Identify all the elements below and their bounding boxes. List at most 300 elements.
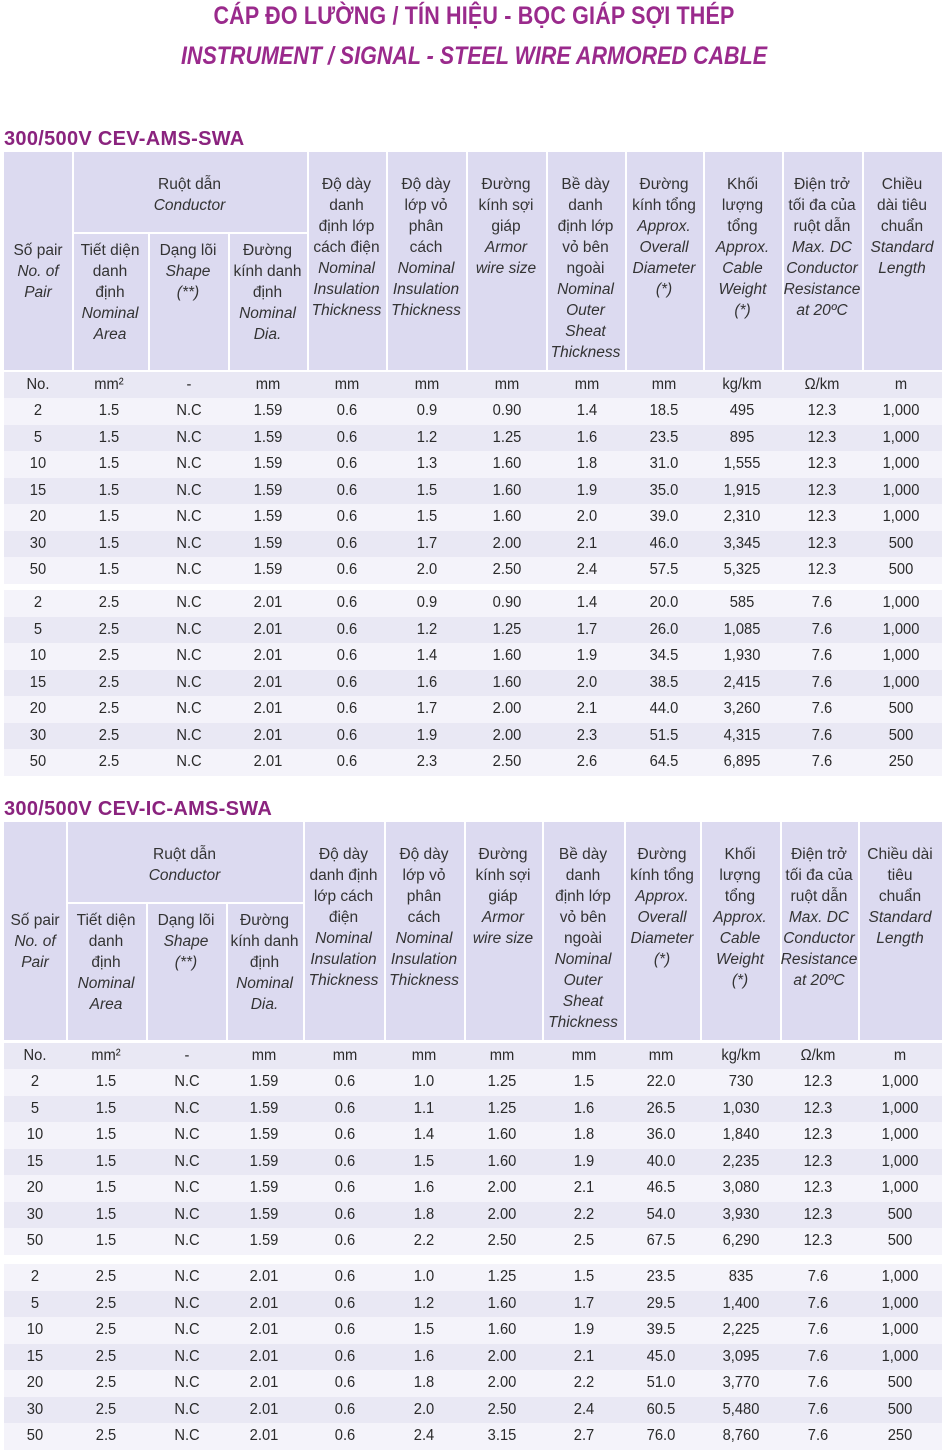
table-cell: 2.6 (576, 753, 598, 770)
table-cell: 1.2 (416, 620, 438, 638)
table-row (4, 1423, 942, 1450)
table-cell: 1.8 (413, 1205, 435, 1223)
units-row (4, 1043, 942, 1070)
table-cell: N.C (176, 534, 202, 552)
table-cell: 1.7 (416, 700, 438, 717)
table-cell: 2.0 (576, 673, 598, 691)
table-cell: 39.0 (649, 508, 679, 525)
table-cell: 12.3 (807, 534, 837, 552)
table-cell: 3,930 (722, 1205, 760, 1223)
table-cell: 0.6 (334, 1099, 356, 1117)
table-cell: 1,000 (881, 1099, 919, 1117)
header-col-9: Khối lượng tổng Approx. Cable Weight (*) (715, 176, 770, 319)
table-cell: 12.3 (807, 428, 837, 446)
table-cell: 7.6 (811, 726, 833, 744)
header-col-2: Dạng lõi Shape (**) (159, 242, 217, 301)
section-title: 300/500V CEV-IC-AMS-SWA (4, 798, 273, 820)
table-cell: 15 (26, 1152, 44, 1170)
table-row (4, 1096, 942, 1123)
table-cell: N.C (176, 455, 202, 472)
table-cell: 2.01 (249, 1268, 279, 1285)
table-cell: 1.5 (98, 455, 120, 472)
table-cell: 1,555 (723, 455, 761, 472)
table-cell: 2.01 (253, 647, 283, 664)
table-cell: 2.5 (98, 753, 120, 770)
table-cell: 1.7 (576, 620, 598, 638)
table-cell: 1.5 (98, 561, 120, 578)
table-row (4, 1228, 942, 1255)
table-cell: 10 (29, 455, 47, 472)
table-cell: 12.3 (803, 1152, 833, 1170)
table-row (4, 557, 942, 584)
table-cell: 1,030 (722, 1099, 760, 1117)
table-cell: 45.0 (646, 1347, 676, 1365)
table-cell: 1,000 (881, 1294, 919, 1312)
table-cell: N.C (174, 1099, 200, 1117)
table-cell: 2.50 (492, 753, 522, 770)
table-row (4, 451, 942, 478)
table-cell: N.C (174, 1152, 200, 1170)
table-cell: 2.00 (492, 700, 522, 717)
table-cell: 7.6 (811, 700, 833, 717)
table-cell: 12.3 (803, 1179, 833, 1196)
table-cell: 1.60 (487, 1294, 517, 1312)
table-cell: 1,000 (881, 1152, 919, 1170)
table-cell: 1.2 (413, 1294, 435, 1312)
table-cell: 3,345 (723, 534, 761, 552)
table-row (4, 531, 942, 558)
table-cell: 1,000 (882, 455, 920, 472)
table-cell: 0.6 (336, 455, 358, 472)
table-cell: 7.6 (807, 1268, 829, 1285)
header-col-11: Chiều dài tiêu chuẩn Standard Length (867, 846, 933, 947)
table-cell: 2,235 (722, 1152, 760, 1170)
table-cell: 1.59 (249, 1073, 279, 1090)
table-cell: 2.5 (95, 1400, 117, 1418)
table-cell: 2.1 (576, 700, 598, 717)
table-cell: 1.59 (249, 1126, 279, 1143)
table-cell: 30 (26, 1400, 44, 1418)
unit-cell: mm (334, 376, 360, 393)
header-conductor: Ruột dẫn Conductor (153, 176, 226, 214)
table-cell: 1,000 (881, 1347, 919, 1365)
table-cell: 34.5 (649, 647, 679, 664)
table-cell: 730 (728, 1073, 754, 1090)
table-cell: 0.6 (336, 594, 358, 611)
table-cell: 0.6 (334, 1400, 356, 1418)
table-cell: 12.3 (807, 561, 837, 578)
table-cell: 2.2 (573, 1205, 595, 1223)
table-cell: 64.5 (649, 753, 679, 770)
table-row (4, 590, 942, 617)
table-cell: 1.5 (413, 1152, 435, 1170)
header-col-3: Đường kính danh định Nominal Dia. (230, 912, 299, 1013)
table-cell: 2.01 (249, 1294, 279, 1312)
table-cell: 1.8 (413, 1374, 435, 1391)
table-cell: 7.6 (811, 620, 833, 638)
table-cell: 1,000 (881, 1126, 919, 1143)
table-row (4, 478, 942, 505)
table-cell: 1.1 (413, 1099, 435, 1117)
table-row (4, 1370, 942, 1397)
table-cell: 2.5 (98, 700, 120, 717)
table-cell: 500 (887, 1205, 913, 1223)
table-cell: 2.50 (487, 1400, 517, 1418)
header-col-10: Điện trở tối đa của ruột dẫn Max. DC Conductor Resistance at 20ºC (780, 846, 858, 989)
table-cell: 15 (29, 481, 47, 499)
table-cell: 10 (26, 1321, 44, 1338)
table-cell: 18.5 (649, 402, 679, 419)
table-cell: 1.60 (487, 1321, 517, 1338)
table-cell: 5,325 (723, 561, 761, 578)
table-cell: 67.5 (646, 1232, 676, 1249)
table-cell: 40.0 (646, 1152, 676, 1170)
table-cell: 0.6 (336, 753, 358, 770)
table-cell: 2.7 (573, 1427, 595, 1444)
table-cell: 1.60 (492, 673, 522, 691)
table-cell: 2.00 (487, 1205, 517, 1223)
table-cell: 1.5 (98, 481, 120, 499)
table-cell: 46.5 (646, 1179, 676, 1196)
table-cell: 8,760 (722, 1427, 760, 1444)
unit-cell: mm² (91, 1047, 121, 1064)
table-cell: 1.59 (253, 428, 283, 446)
unit-cell: kg/km (722, 376, 762, 393)
unit-cell: mm (489, 1047, 515, 1064)
unit-cell: mm (574, 376, 600, 393)
table-cell: 1,000 (881, 1268, 919, 1285)
table-cell: N.C (174, 1268, 200, 1285)
table-cell: 2.4 (576, 561, 598, 578)
table-cell: 57.5 (649, 561, 679, 578)
table-cell: 2.4 (573, 1400, 595, 1418)
table-cell: 1.59 (253, 561, 283, 578)
header-col-8: Đường kính tổng Approx. Overall Diameter (*) (632, 176, 696, 298)
header-col-7: Bề dày danh định lớp vỏ bên ngoài Nominal Outer Sheat Thickness (548, 846, 618, 1031)
table-cell: 2,415 (723, 673, 761, 691)
table-cell: 1.5 (95, 1126, 117, 1143)
table-cell: 500 (888, 700, 914, 717)
table-cell: N.C (176, 700, 202, 717)
table-cell: 1.5 (95, 1073, 117, 1090)
table-cell: 0.6 (336, 647, 358, 664)
table-row (4, 1069, 942, 1096)
unit-cell: - (184, 1047, 190, 1064)
table-cell: N.C (174, 1073, 200, 1090)
table-cell: 7.6 (811, 594, 833, 611)
table-cell: 895 (729, 428, 755, 446)
table-row (4, 1122, 942, 1149)
table-cell: 2.01 (249, 1400, 279, 1418)
table-cell: 1,085 (723, 620, 761, 638)
table-cell: N.C (174, 1374, 200, 1391)
table-cell: 1,000 (882, 594, 920, 611)
table-cell: 5,480 (722, 1400, 760, 1418)
table-cell: 30 (26, 1205, 44, 1223)
table-cell: 2.00 (492, 534, 522, 552)
table-cell: 1,000 (882, 402, 920, 419)
table-cell: 7.6 (807, 1400, 829, 1418)
table-cell: 2.50 (487, 1232, 517, 1249)
unit-cell: Ω/km (804, 376, 840, 393)
table-cell: 1.5 (95, 1232, 117, 1249)
header-col-5: Độ dày lớp vỏ phân cách Nominal Insulation Thickness (389, 846, 459, 989)
table-cell: N.C (174, 1294, 200, 1312)
table-cell: 1,915 (723, 481, 761, 499)
table-row (4, 1344, 942, 1371)
table-row (4, 617, 942, 644)
header-col-6: Đường kính sợi giáp Armor wire size (475, 176, 537, 277)
unit-cell: mm (251, 1047, 277, 1064)
conductor-divider (72, 232, 307, 234)
table-row (4, 425, 942, 452)
table-cell: 2.0 (416, 561, 438, 578)
table-cell: 6,290 (722, 1232, 760, 1249)
table-cell: 54.0 (646, 1205, 676, 1223)
table-row (4, 504, 942, 531)
table-cell: 10 (26, 1126, 44, 1143)
table-cell: 6,895 (723, 753, 761, 770)
table-cell: 2.5 (95, 1347, 117, 1365)
units-row (4, 372, 942, 399)
table-cell: 0.6 (336, 534, 358, 552)
table-cell: 585 (729, 594, 755, 611)
table-row (4, 1397, 942, 1424)
table-cell: 1.5 (95, 1179, 117, 1196)
table-cell: 22.0 (646, 1073, 676, 1090)
table-cell: 0.9 (416, 594, 438, 611)
table-cell: 23.5 (646, 1268, 676, 1285)
table-cell: 1.59 (249, 1205, 279, 1223)
table-row (4, 1317, 942, 1344)
table-cell: 1.59 (249, 1179, 279, 1196)
table-cell: 1.9 (416, 726, 438, 744)
table-cell: 7.6 (807, 1427, 829, 1444)
table-row (4, 1291, 942, 1318)
table-cell: 495 (729, 402, 755, 419)
table-cell: 39.5 (646, 1321, 676, 1338)
table-cell: 2.5 (95, 1321, 117, 1338)
table-cell: 0.6 (334, 1374, 356, 1391)
table-cell: 2.1 (576, 534, 598, 552)
table-cell: N.C (176, 673, 202, 691)
table-cell: 1.9 (573, 1152, 595, 1170)
table-cell: 46.0 (649, 534, 679, 552)
unit-cell: mm (648, 1047, 674, 1064)
header-col-2: Dạng lõi Shape (**) (157, 912, 215, 971)
table-cell: 500 (888, 534, 914, 552)
table-cell: 1.5 (98, 402, 120, 419)
table-cell: 1,000 (882, 508, 920, 525)
table-cell: 20.0 (649, 594, 679, 611)
table-cell: 51.0 (646, 1374, 676, 1391)
table-cell: N.C (176, 753, 202, 770)
unit-cell: Ω/km (800, 1047, 836, 1064)
unit-cell: mm (332, 1047, 358, 1064)
table-cell: 1.9 (576, 647, 598, 664)
table-cell: 1.60 (492, 647, 522, 664)
unit-cell: mm (651, 376, 677, 393)
table-cell: 1.6 (576, 428, 598, 446)
header-col-4: Độ dày danh định lớp cách điện Nominal Insulation Thickness (311, 176, 382, 319)
table-cell: 1.5 (573, 1073, 595, 1090)
table-cell: 38.5 (649, 673, 679, 691)
table-cell: 20 (26, 1179, 44, 1196)
unit-cell: mm (255, 376, 281, 393)
table-cell: 50 (29, 753, 47, 770)
table-cell: 0.6 (334, 1152, 356, 1170)
table-cell: 12.3 (803, 1205, 833, 1223)
table-cell: 5 (30, 1099, 40, 1117)
table-cell: 1.60 (492, 481, 522, 499)
table-cell: 12.3 (803, 1099, 833, 1117)
table-cell: 2.2 (413, 1232, 435, 1249)
table-cell: 1,000 (881, 1179, 919, 1196)
table-cell: 2.0 (413, 1400, 435, 1418)
table-cell: 2.5 (95, 1427, 117, 1444)
table-cell: 2.00 (487, 1179, 517, 1196)
table-cell: 2,310 (723, 508, 761, 525)
table-cell: 20 (26, 1374, 44, 1391)
table-cell: 0.6 (336, 481, 358, 499)
table-cell: 7.6 (811, 647, 833, 664)
table-cell: 0.6 (336, 402, 358, 419)
title-english: INSTRUMENT / SIGNAL - STEEL WIRE ARMORED CABLE (180, 42, 768, 70)
table-cell: N.C (176, 561, 202, 578)
table-cell: 1,000 (882, 428, 920, 446)
table-cell: 0.9 (416, 402, 438, 419)
table-cell: 29.5 (646, 1294, 676, 1312)
unit-cell: mm (414, 376, 440, 393)
table-cell: 3,080 (722, 1179, 760, 1196)
table-cell: 1,930 (723, 647, 761, 664)
table-cell: 23.5 (649, 428, 679, 446)
table-cell: 15 (29, 673, 47, 691)
table-cell: 500 (887, 1232, 913, 1249)
header-col-11: Chiều dài tiêu chuẩn Standard Length (870, 176, 934, 277)
table-row (4, 749, 942, 776)
table-cell: 1.5 (95, 1152, 117, 1170)
table-cell: 1.25 (492, 620, 522, 638)
table-cell: 0.6 (334, 1347, 356, 1365)
table-cell: 1.9 (576, 481, 598, 499)
table-cell: 1,400 (722, 1294, 760, 1312)
table-cell: 1.7 (416, 534, 438, 552)
table-cell: N.C (176, 594, 202, 611)
table-cell: 50 (26, 1427, 44, 1444)
table-row (4, 670, 942, 697)
table-cell: 1.60 (487, 1152, 517, 1170)
table-cell: 1.25 (487, 1268, 517, 1285)
table-cell: 7.6 (811, 753, 833, 770)
table-cell: 0.6 (336, 508, 358, 525)
table-row (4, 1264, 942, 1291)
table-cell: 1.25 (487, 1099, 517, 1117)
table-cell: 0.6 (336, 561, 358, 578)
table-cell: 60.5 (646, 1400, 676, 1418)
table-cell: 1,000 (882, 481, 920, 499)
table-cell: 1.59 (253, 534, 283, 552)
table-cell: N.C (174, 1126, 200, 1143)
table-cell: 1,000 (882, 647, 920, 664)
table-header (4, 152, 942, 370)
unit-cell: No. (23, 1047, 47, 1064)
table-cell: 1.7 (573, 1294, 595, 1312)
table-row (4, 398, 942, 425)
table-cell: 1,000 (881, 1321, 919, 1338)
table-cell: 1,000 (882, 673, 920, 691)
unit-cell: No. (26, 376, 50, 393)
table-cell: 31.0 (649, 455, 679, 472)
table-header (4, 822, 942, 1040)
table-cell: 7.6 (807, 1347, 829, 1365)
table-cell: 0.6 (334, 1268, 356, 1285)
table-cell: N.C (174, 1232, 200, 1249)
table-cell: 3.15 (487, 1427, 517, 1444)
header-col-6: Đường kính sợi giáp Armor wire size (472, 846, 534, 947)
table-cell: 2.50 (492, 561, 522, 578)
table-row (4, 696, 942, 723)
table-cell: 0.6 (336, 673, 358, 691)
table-cell: 35.0 (649, 481, 679, 499)
table-cell: 26.5 (646, 1099, 676, 1117)
table-cell: 1.59 (253, 508, 283, 525)
table-cell: 1.60 (492, 455, 522, 472)
table-cell: 2.01 (249, 1374, 279, 1391)
table-cell: 0.6 (336, 700, 358, 717)
table-cell: 1.5 (95, 1099, 117, 1117)
table-cell: 1.0 (413, 1268, 435, 1285)
table-cell: 2.2 (573, 1374, 595, 1391)
table-cell: 5 (30, 1294, 40, 1312)
header-col-5: Độ dày lớp vỏ phân cách Nominal Insulation Thickness (391, 176, 461, 319)
section-title: 300/500V CEV-AMS-SWA (4, 128, 245, 150)
table-cell: 1.5 (416, 481, 438, 499)
header-col-7: Bề dày danh định lớp vỏ bên ngoài Nominal Outer Sheat Thickness (550, 176, 621, 361)
table-cell: N.C (174, 1179, 200, 1196)
table-cell: N.C (174, 1347, 200, 1365)
table-cell: 0.6 (334, 1232, 356, 1249)
table-cell: 1,000 (882, 620, 920, 638)
table-cell: 2.00 (487, 1347, 517, 1365)
table-cell: 12.3 (807, 508, 837, 525)
table-cell: 1.5 (573, 1268, 595, 1285)
header-col-4: Độ dày danh định lớp cách điện Nominal Insulation Thickness (308, 846, 379, 989)
table-cell: 0.6 (334, 1126, 356, 1143)
unit-cell: m (894, 376, 908, 393)
table-cell: 2.5 (98, 673, 120, 691)
title-vietnamese: CÁP ĐO LƯỜNG / TÍN HIỆU - BỌC GIÁP SỢI THÉP (213, 2, 735, 30)
table-cell: 44.0 (649, 700, 679, 717)
table-cell: 2 (33, 594, 43, 611)
header-col-3: Đường kính danh định Nominal Dia. (233, 242, 302, 343)
table-row (4, 1149, 942, 1176)
table-cell: 12.3 (807, 481, 837, 499)
table-cell: 30 (29, 534, 47, 552)
table-cell: 12.3 (807, 455, 837, 472)
header-col-10: Điện trở tối đa của ruột dẫn Max. DC Conductor Resistance at 20ºC (783, 176, 861, 319)
table-cell: 0.90 (492, 402, 522, 419)
table-cell: 1.6 (413, 1179, 435, 1196)
table-cell: N.C (174, 1400, 200, 1418)
table-cell: N.C (174, 1321, 200, 1338)
table-cell: 1,000 (881, 1073, 919, 1090)
table-cell: 2.3 (416, 753, 438, 770)
unit-cell: mm² (94, 376, 124, 393)
table-cell: 2 (30, 1073, 40, 1090)
table-cell: 2 (33, 402, 43, 419)
table-row (4, 1202, 942, 1229)
